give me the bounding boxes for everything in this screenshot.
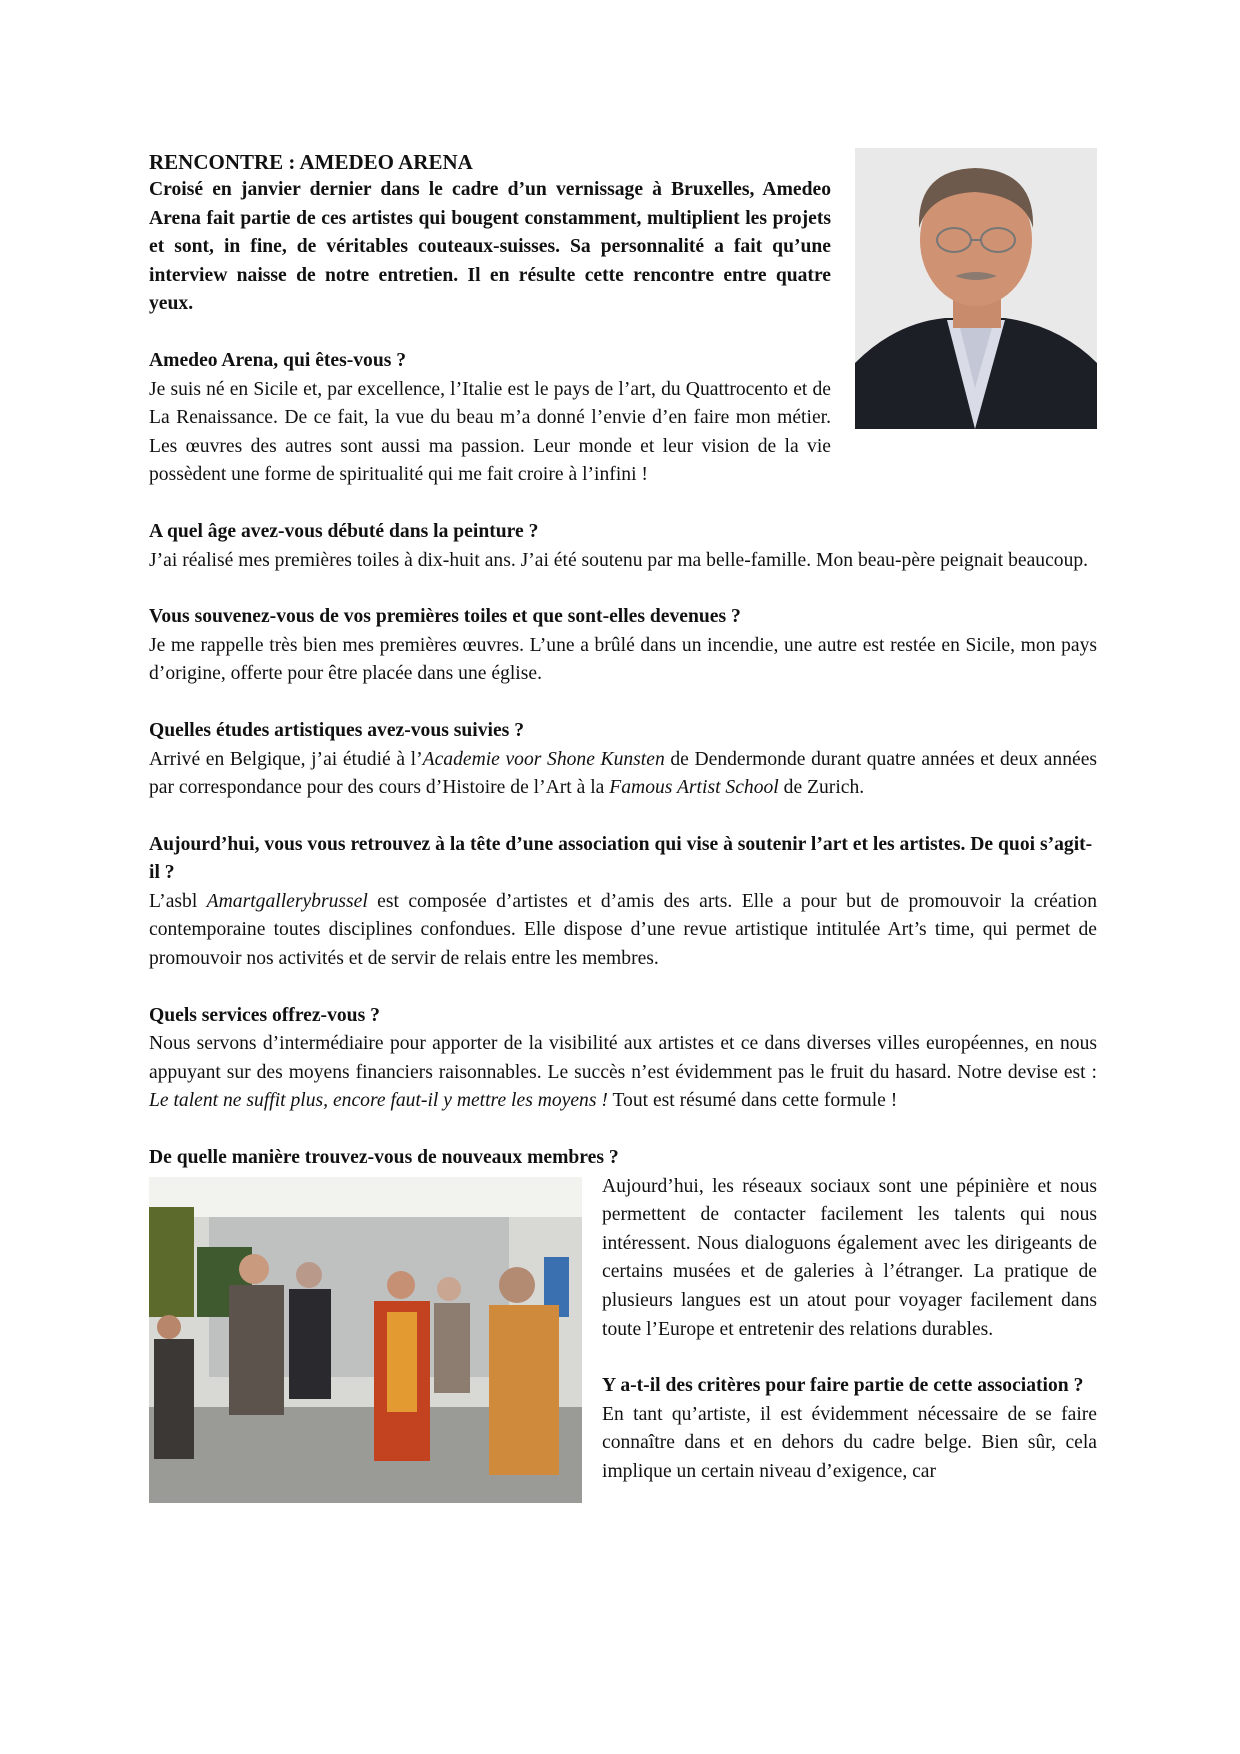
article-intro: Croisé en janvier dernier dans le cadre d’un vernissage à Bruxelles, Amedeo Arena fait partie de ces artistes qui bougent constamment, multiplient les projets et sont, in fine, de véritables couteaux-suisses. Sa personnalité a fait qu’une interview naisse de notre entretien. Il en résulte cette rencontre entre quatre yeux. [149,179,831,315]
question-5: Aujourd’hui, vous vous retrouvez à la tête d’une association qui vise à soutenir l’art et les artistes. De quoi s’agit-il ? [149,833,1093,884]
portrait-photo [855,148,1097,429]
question-1: Amedeo Arena, qui êtes-vous ? [149,349,407,371]
gallery-photo [149,1177,582,1503]
answer-4 [149,746,1097,803]
spacer [149,490,1097,518]
gallery-illustration [149,1177,582,1503]
question-2: A quel âge avez-vous débuté dans la peinture ? [149,520,539,542]
spacer [149,974,1097,1002]
answer-5-text: L’asbl [149,890,207,912]
school-name-1: Academie voor Shone Kunsten [422,748,665,770]
question-3: Vous souvenez-vous de vos premières toiles et que sont-elles devenues ? [149,606,741,628]
portrait-illustration [855,148,1097,429]
spacer [149,1116,1097,1144]
answer-5-text: est composée d’artistes et d’amis des arts. Elle a pour but de promouvoir la création contemporaine toutes disciplines confondues. Elle dispose d’une revue artistique intitulée Art’s time, qui permet de promouvoir nos activités et de servir de relais entre les membres. [149,890,1098,970]
answer-6-text: Nous servons d’intermédiaire pour apporter de la visibilité aux artistes et ce dans diverses villes européennes, en nous appuyant sur des moyens financiers raisonnables. Le succès n’est évidemment pas le fruit du hasard. Notre devise est : [149,1033,1097,1083]
question-7: De quelle manière trouvez-vous de nouveaux membres ? [149,1147,619,1169]
article [149,148,1097,1503]
answer-7: Aujourd’hui, les réseaux sociaux sont une pépinière et nous permettent de contacter facilement les talents qui nous intéressent. Nous dialoguons également avec les dirigeants de certains musées et de galeries à l’étranger. La pratique de plusieurs langues est un atout pour voyager facilement dans toute l’Europe et entretenir des relations durables. [602,1175,1097,1340]
spacer [149,689,1097,717]
answer-4-text: Arrivé en Belgique, j’ai étudié à l’ [149,748,423,770]
answer-5 [149,888,1097,974]
question-8: Y a-t-il des critères pour faire partie de cette association ? [602,1375,1084,1397]
answer-6-text: Tout est résumé dans cette formule ! [607,1090,898,1112]
answer-4-text: de Dendermonde durant quatre années et deux années par correspondance pour des cours d’Histoire de l’Art à la [149,748,1098,799]
answer-1: Je suis né en Sicile et, par excellence, l’Italie est le pays de l’art, du Quattrocento et de La Renaissance. De ce fait, la vue du beau m’a donné l’envie d’en faire mon métier. Les œuvres des autres sont aussi ma passion. Leur monde et leur vision de la vie possèdent une forme de spiritualité qui me fait croire à l’infini ! [149,378,831,486]
answer-2: J’ai réalisé mes premières toiles à dix-huit ans. J’ai été soutenu par ma belle-famille. Mon beau-père peignait beaucoup. [149,549,1089,571]
school-name-2: Famous Artist School [609,777,779,799]
answer-6 [149,1030,1097,1116]
spacer [149,803,1097,831]
article-title: RENCONTRE : AMEDEO ARENA [149,150,473,174]
question-4: Quelles études artistiques avez-vous suivies ? [149,719,524,741]
answer-4-text: de Zurich. [778,777,865,799]
question-6: Quels services offrez-vous ? [149,1004,380,1026]
answer-8: En tant qu’artiste, il est évidemment nécessaire de se faire connaître dans et en dehors du cadre belge. Bien sûr, cela implique un certain niveau d’exigence, car [602,1403,1097,1482]
spacer [149,575,1097,603]
motto: Le talent ne suffit plus, encore faut-il y mettre les moyens ! [149,1090,608,1112]
answer-3: Je me rappelle très bien mes premières œuvres. L’une a brûlé dans un incendie, une autre est restée en Sicile, mon pays d’origine, offerte pour être placée dans une église. [149,634,1097,685]
association-name: Amartgallerybrussel [206,890,368,912]
